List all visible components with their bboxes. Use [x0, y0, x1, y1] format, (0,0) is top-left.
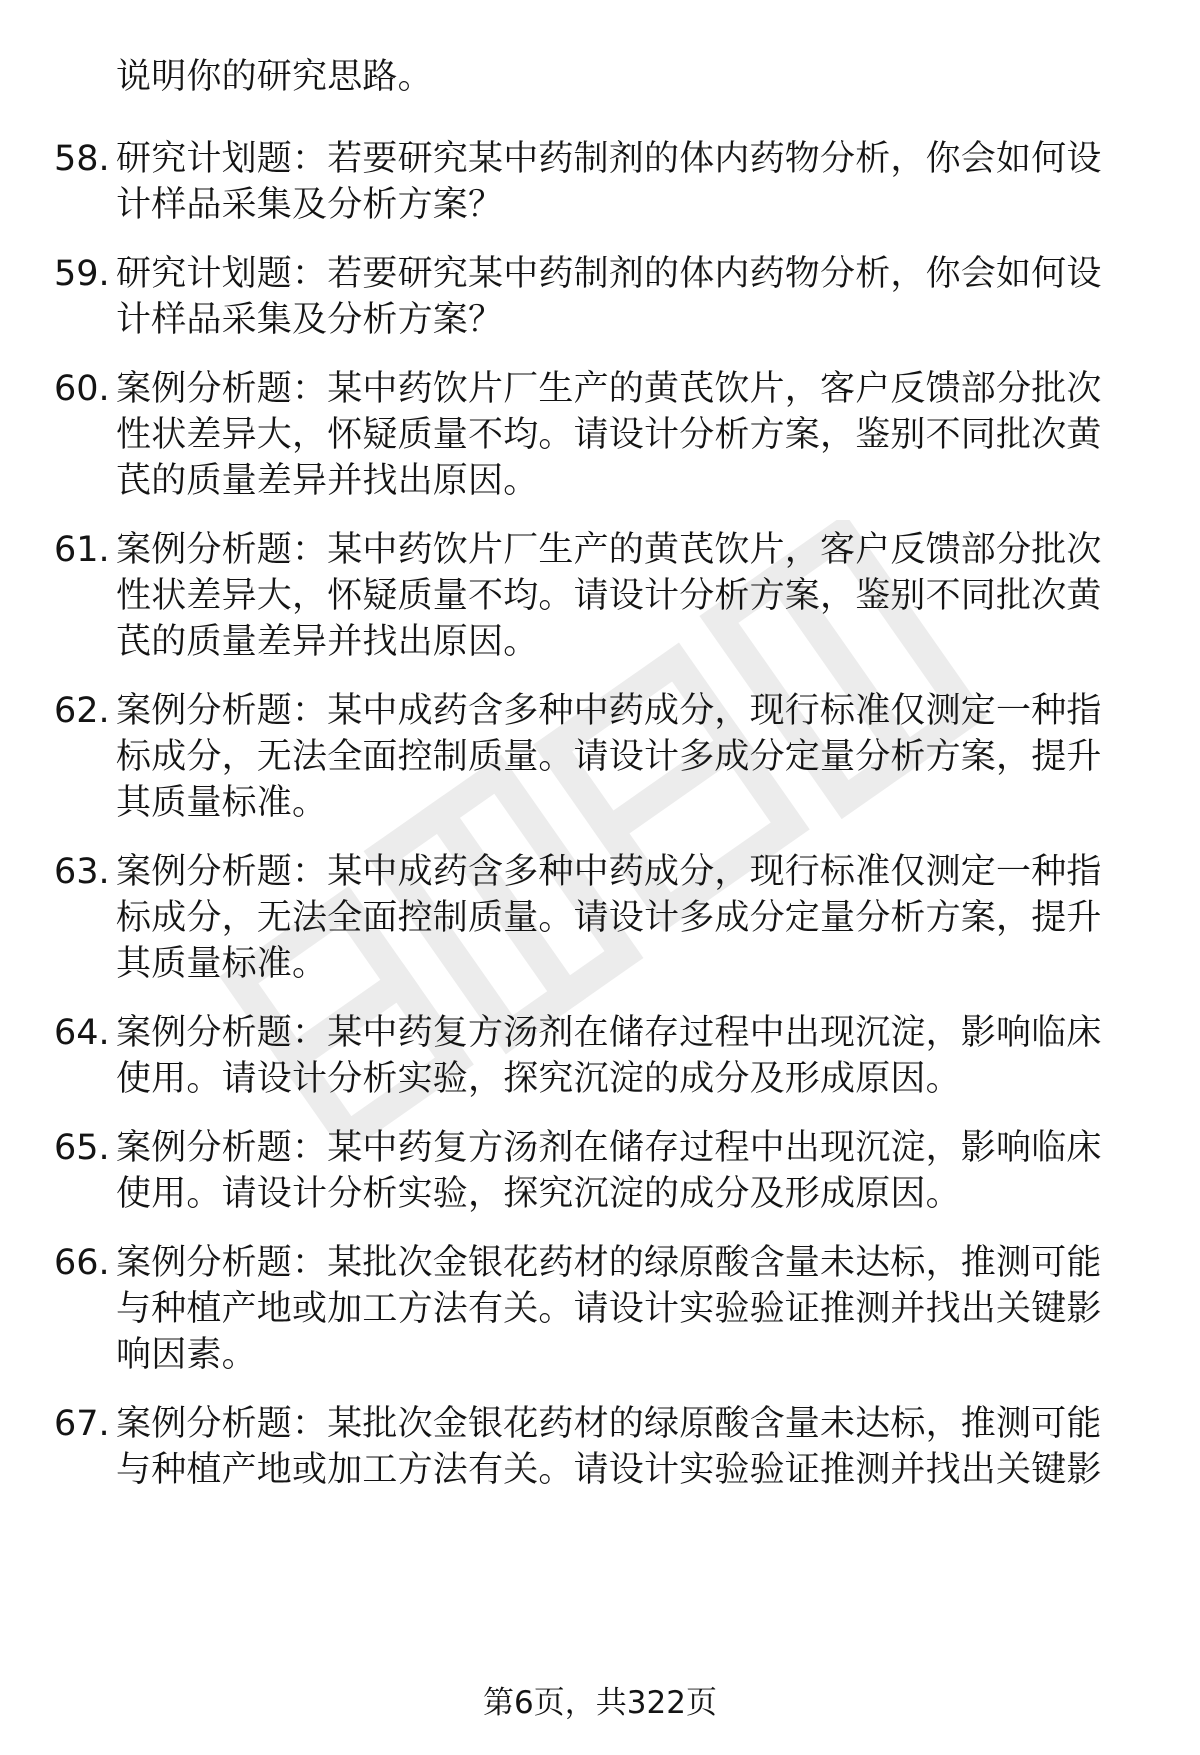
question-text-line: 其质量标准。 [116, 944, 328, 984]
question-number: 65. [54, 1128, 110, 1168]
question-text-line: 芪的质量差异并找出原因。 [116, 461, 539, 501]
question-text-line: 性状差异大，怀疑质量不均。请设计分析方案，鉴别不同批次黄 [116, 576, 1102, 616]
question-text-line: 案例分析题：某中药饮片厂生产的黄芪饮片，客户反馈部分批次 [116, 530, 1102, 570]
question-text-line: 案例分析题：某中成药含多种中药成分，现行标准仅测定一种指 [116, 691, 1102, 731]
question-text-line: 使用。请设计分析实验，探究沉淀的成分及形成原因。 [116, 1059, 961, 1099]
question-text-line: 响因素。 [116, 1335, 257, 1375]
question-number: 59. [54, 254, 110, 294]
lead-in-text: 说明你的研究思路。 [116, 57, 433, 97]
question-number: 66. [54, 1243, 110, 1283]
question-number: 63. [54, 852, 110, 892]
question-number: 62. [54, 691, 110, 731]
question-text-line: 计样品采集及分析方案？ [116, 300, 504, 340]
question-number: 58. [54, 139, 110, 179]
question-text-line: 芪的质量差异并找出原因。 [116, 622, 539, 662]
question-number: 61. [54, 530, 110, 570]
question-text-line: 案例分析题：某中药复方汤剂在储存过程中出现沉淀，影响临床 [116, 1013, 1102, 1053]
question-text-line: 计样品采集及分析方案？ [116, 185, 504, 225]
question-text-line: 案例分析题：某中成药含多种中药成分，现行标准仅测定一种指 [116, 852, 1102, 892]
question-text-line: 研究计划题：若要研究某中药制剂的体内药物分析，你会如何设 [116, 139, 1102, 179]
page-footer: 第6页，共322页 [483, 1685, 717, 1721]
question-text-line: 性状差异大，怀疑质量不均。请设计分析方案，鉴别不同批次黄 [116, 415, 1102, 455]
question-text-line: 与种植产地或加工方法有关。请设计实验验证推测并找出关键影 [116, 1289, 1102, 1329]
question-number: 60. [54, 369, 110, 409]
question-text-line: 其质量标准。 [116, 783, 328, 823]
question-number: 64. [54, 1013, 110, 1053]
question-text-line: 案例分析题：某中药复方汤剂在储存过程中出现沉淀，影响临床 [116, 1128, 1102, 1168]
question-text-line: 案例分析题：某批次金银花药材的绿原酸含量未达标，推测可能 [116, 1243, 1102, 1283]
question-text-line: 使用。请设计分析实验，探究沉淀的成分及形成原因。 [116, 1174, 961, 1214]
question-text-line: 标成分，无法全面控制质量。请设计多成分定量分析方案，提升 [116, 898, 1102, 938]
question-text-line: 与种植产地或加工方法有关。请设计实验验证推测并找出关键影 [116, 1450, 1102, 1490]
question-text-line: 标成分，无法全面控制质量。请设计多成分定量分析方案，提升 [116, 737, 1102, 777]
question-text-line: 案例分析题：某中药饮片厂生产的黄芪饮片，客户反馈部分批次 [116, 369, 1102, 409]
question-text-line: 研究计划题：若要研究某中药制剂的体内药物分析，你会如何设 [116, 254, 1102, 294]
question-number: 67. [54, 1404, 110, 1444]
question-text-line: 案例分析题：某批次金银花药材的绿原酸含量未达标，推测可能 [116, 1404, 1102, 1444]
